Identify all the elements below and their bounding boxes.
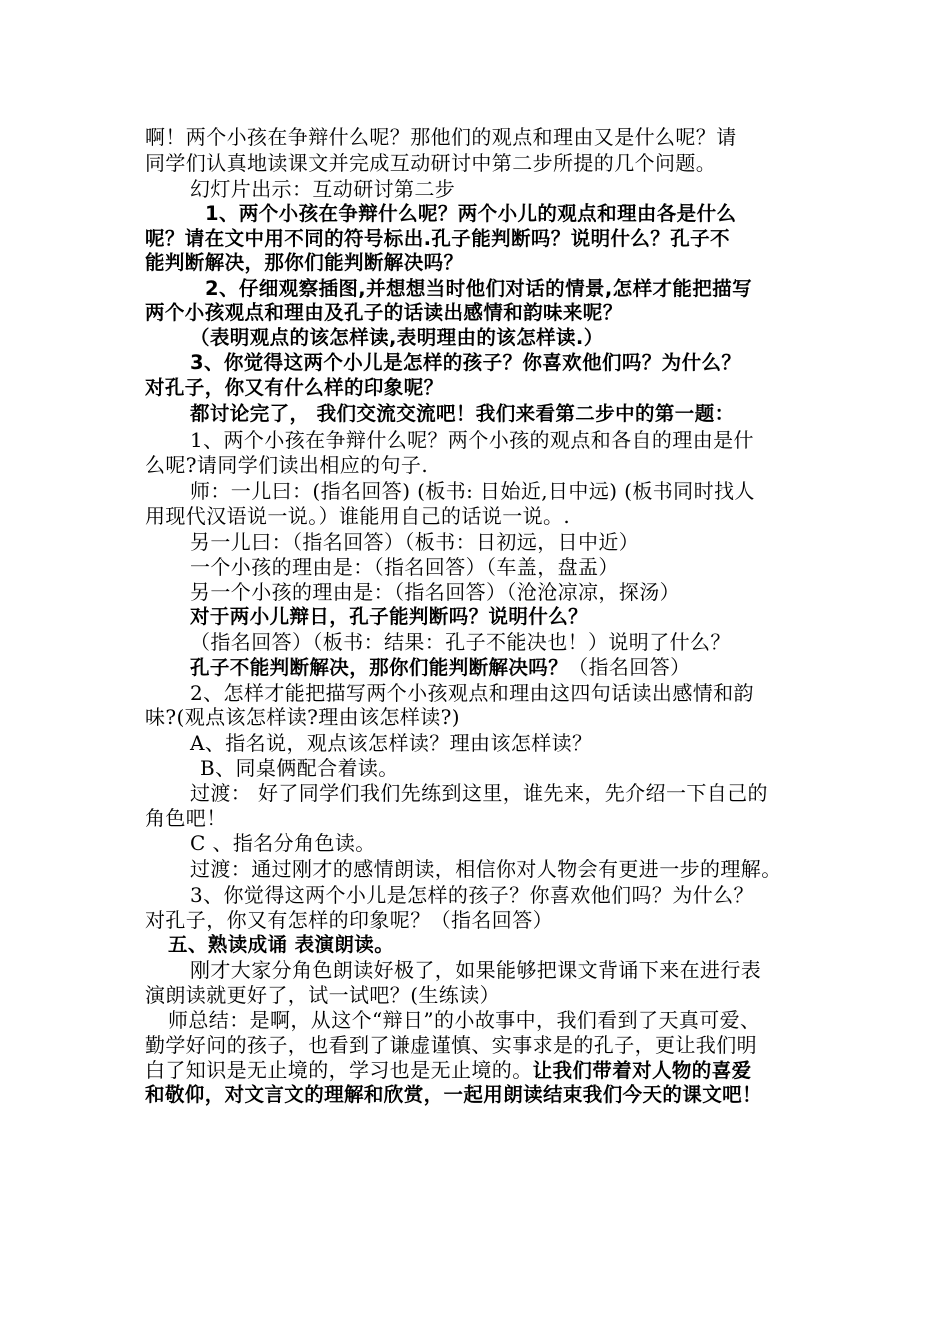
paragraph-line: 刚才大家分角色朗读好极了，如果能够把课文背诵下来在进行表 bbox=[190, 958, 762, 982]
paragraph-line: 2、怎样才能把描写两个小孩观点和理由这四句话读出感情和韵 bbox=[190, 681, 754, 705]
paragraph-line: 过渡： 好了同学们我们先练到这里，谁先来，先介绍一下自己的 bbox=[190, 781, 768, 805]
paragraph-line: 3、你觉得这两个小儿是怎样的孩子？你喜欢他们吗？为什么？ bbox=[190, 883, 754, 907]
paragraph-line: 勤学好问的孩子，也看到了谦虚谨慎、实事求是的孔子，更让我们明 bbox=[145, 1033, 757, 1057]
question-line: 1、两个小孩在争辩什么呢？两个小儿的观点和理由各是什么 bbox=[205, 202, 737, 225]
paragraph-line: B、同桌俩配合着读。 bbox=[200, 756, 399, 780]
question-line: 对孔子，你又有什么样的印象呢？ bbox=[145, 376, 444, 399]
summary-text: 白了知识是无止境的，学习也是无止境的。 bbox=[145, 1058, 533, 1082]
paragraph-line: 角色吧！ bbox=[145, 806, 227, 830]
slide-heading: 幻灯片出示：互动研讨第二步 bbox=[190, 177, 456, 201]
summary-emphasis: 让我们带着对人物的喜爱 bbox=[532, 1059, 752, 1082]
paragraph-line: 师：一儿曰：(指名回答) (板书: 日始近,日中远) (板书同时找人 bbox=[190, 479, 755, 503]
transition-line: 都讨论完了， 我们交流交流吧！我们来看第二步中的第一题： bbox=[190, 402, 735, 425]
question-line: 2、仔细观察插图,并想想当时他们对话的情景,怎样才能把描写 bbox=[205, 277, 752, 300]
answer-note: （指名回答） bbox=[568, 655, 691, 679]
paragraph-line: C 、指名分角色读。 bbox=[190, 831, 376, 855]
question-line: 3、你觉得这两个小儿是怎样的孩子？你喜欢他们吗？为什么？ bbox=[190, 351, 742, 374]
paragraph-line: 么呢?请同学们读出相应的句子. bbox=[145, 453, 429, 477]
section-heading: 五、熟读成诵 表演朗读。 bbox=[168, 933, 395, 956]
question-line: 能判断解决，那你们能判断解决吗？ bbox=[145, 251, 464, 274]
paragraph-line: 演朗读就更好了，试一试吧？(生练读） bbox=[145, 983, 501, 1007]
question-line: 两个小孩观点和理由及孔子的话读出感情和韵味来呢？ bbox=[145, 301, 623, 324]
paragraph-line: 一个小孩的理由是：（指名回答）（车盖，盘盂） bbox=[190, 555, 619, 579]
paragraph-line: 同学们认真地读课文并完成互动研讨中第二步所提的几个问题。 bbox=[145, 151, 717, 175]
question-text: 孔子不能判断解决，那你们能判断解决吗？ bbox=[190, 656, 569, 679]
paragraph-line bbox=[190, 655, 691, 680]
paragraph-line: 过渡：通过刚才的感情朗读，相信你对人物会有更进一步的理解。 bbox=[190, 857, 782, 881]
paragraph-line: 1、两个小孩在争辩什么呢？两个小孩的观点和各自的理由是什 bbox=[190, 428, 754, 452]
question-note: （表明观点的该怎样读,表明理由的该怎样读.） bbox=[190, 326, 604, 349]
paragraph-line: （指名回答）（板书：结果：孔子不能决也！）说明了什么？ bbox=[190, 630, 731, 654]
paragraph-line: 另一儿曰：（指名回答）（板书：日初远，日中近） bbox=[190, 530, 640, 554]
question-line: 呢？请在文中用不同的符号标出.孔子能判断吗？说明什么？孔子不 bbox=[145, 227, 730, 250]
paragraph-line bbox=[145, 1058, 752, 1083]
paragraph-line: 对孔子，你又有怎样的印象呢？（指名回答） bbox=[145, 908, 553, 932]
paragraph-line: A、指名说，观点该怎样读？理由该怎样读？ bbox=[190, 731, 593, 755]
paragraph-line: 另一个小孩的理由是：（指名回答）（沧沧凉凉，探汤） bbox=[190, 580, 680, 604]
paragraph-line: 师总结：是啊，从这个“辩日”的小故事中，我们看到了天真可爱、 bbox=[168, 1008, 761, 1032]
paragraph-line: 用现代汉语说一说。）谁能用自己的话说一说。. bbox=[145, 504, 571, 528]
paragraph-line: 啊！两个小孩在争辩什么呢？那他们的观点和理由又是什么呢？请 bbox=[145, 125, 737, 149]
question-line: 对于两小儿辩日，孔子能判断吗？说明什么？ bbox=[190, 605, 589, 628]
summary-emphasis-line: 和敬仰，对文言文的理解和欣赏，一起用朗读结束我们今天的课文吧！ bbox=[145, 1083, 762, 1106]
paragraph-line: 味?(观点该怎样读?理由该怎样读?) bbox=[145, 705, 460, 729]
